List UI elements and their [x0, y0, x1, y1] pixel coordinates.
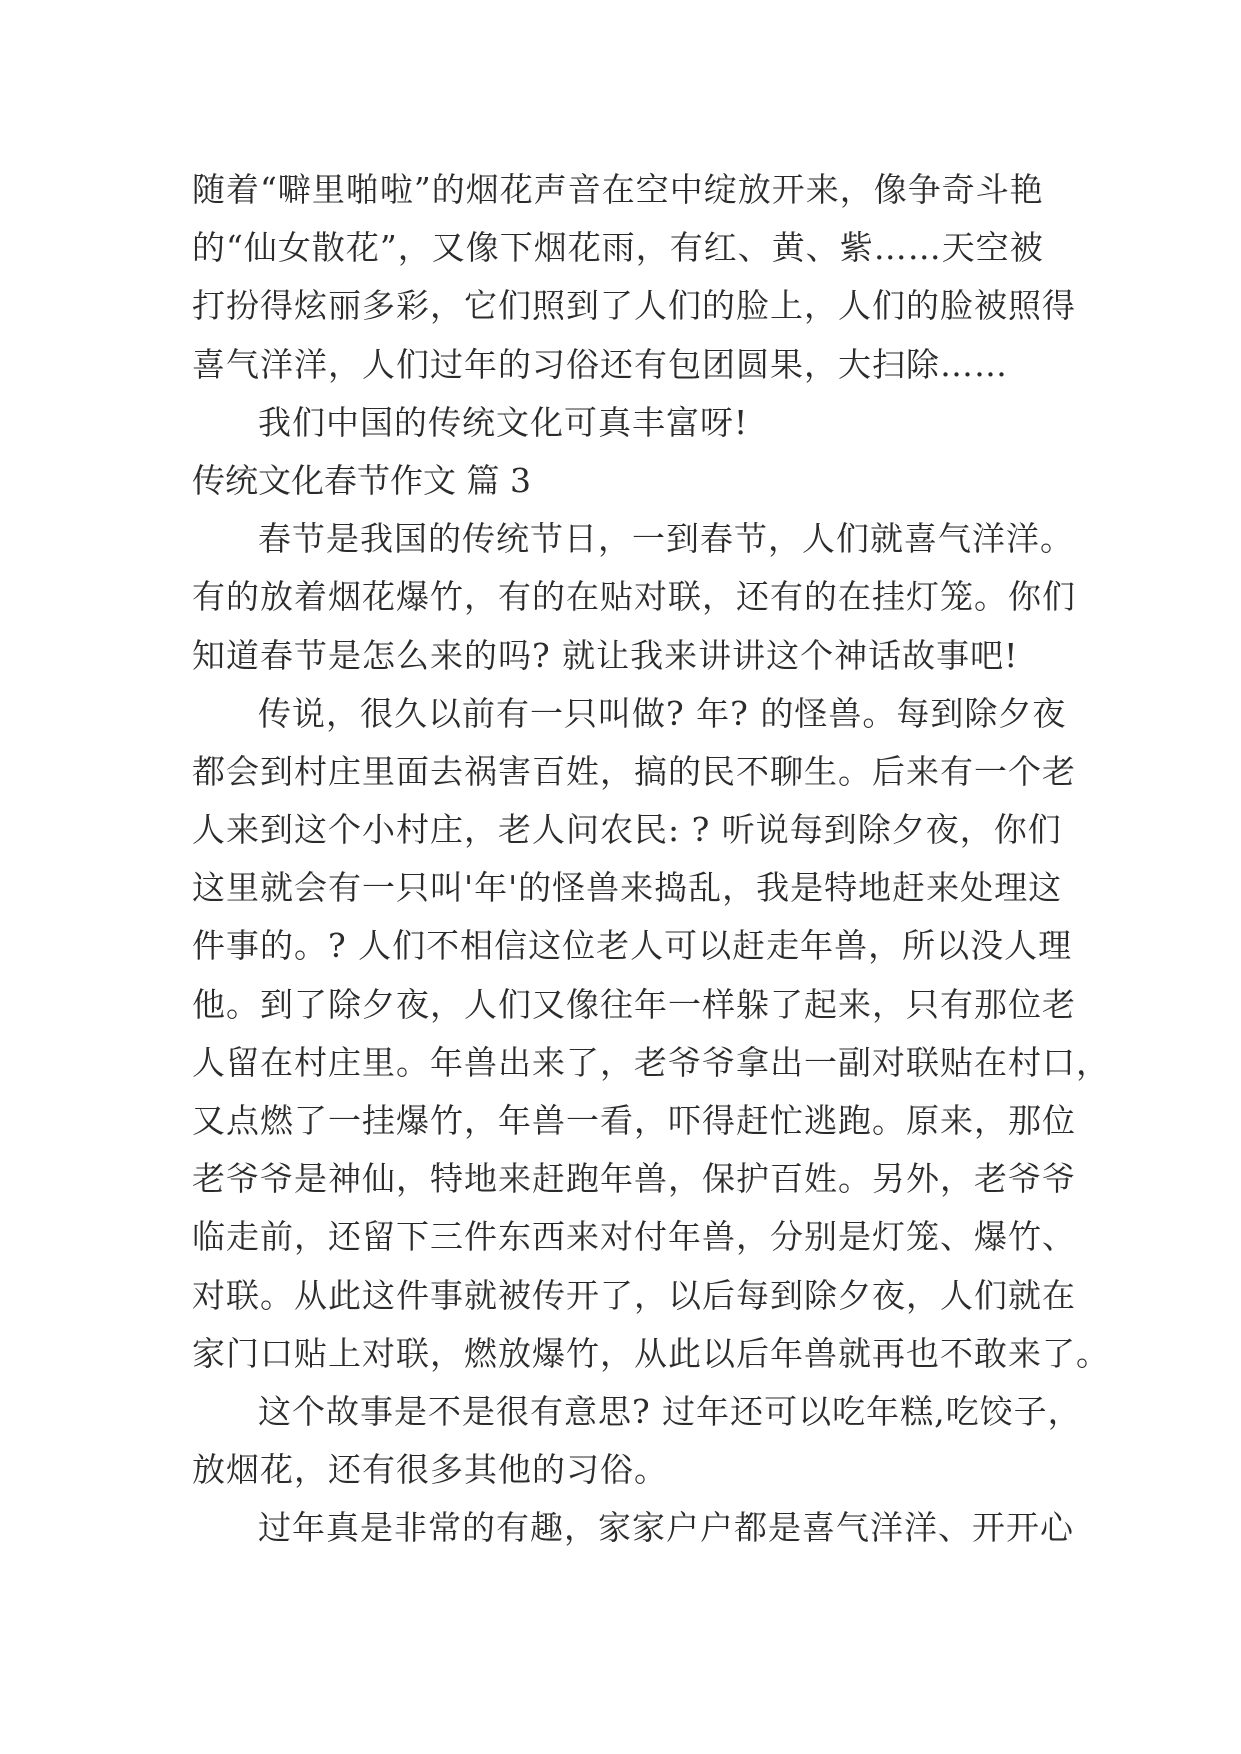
- text-line: 放烟花，还有很多其他的习俗。: [192, 1450, 668, 1490]
- text-line: 家门口贴上对联，燃放爆竹，从此以后年兽就再也不敢来了。: [192, 1333, 1110, 1373]
- text-line: 他。到了除夕夜，人们又像往年一样躲了起来，只有那位老: [192, 984, 1076, 1024]
- text-line: 这个故事是不是很有意思? 过年还可以吃年糕,吃饺子，: [258, 1391, 1082, 1431]
- text-line: 临走前，还留下三件东西来对付年兽，分别是灯笼、爆竹、: [192, 1217, 1076, 1257]
- text-line: 件事的。? 人们不相信这位老人可以赶走年兽，所以没人理: [192, 926, 1073, 966]
- text-line: 有的放着烟花爆竹，有的在贴对联，还有的在挂灯笼。你们: [192, 577, 1076, 617]
- text-line: 的“仙女散花”，又像下烟花雨，有红、黄、紫……天空被: [192, 228, 1044, 268]
- text-line: 人留在村庄里。年兽出来了，老爷爷拿出一副对联贴在村口，: [192, 1042, 1110, 1082]
- text-line: 这里就会有一只叫'年'的怪兽来捣乱，我是特地赶来处理这: [192, 868, 1063, 908]
- text-line: 春节是我国的传统节日，一到春节，人们就喜气洋洋。: [258, 519, 1074, 559]
- text-line: 又点燃了一挂爆竹，年兽一看，吓得赶忙逃跑。原来，那位: [192, 1101, 1076, 1140]
- text-line: 我们中国的传统文化可真丰富呀!: [258, 402, 749, 442]
- essay-text: [192, 161, 1110, 1558]
- text-line: 传说，很久以前有一只叫做? 年? 的怪兽。每到除夕夜: [258, 693, 1067, 733]
- text-line: 老爷爷是神仙，特地来赶跑年兽，保护百姓。另外，老爷爷: [192, 1159, 1076, 1199]
- text-line: 人来到这个小村庄，老人问农民: ? 听说每到除夕夜，你们: [192, 810, 1062, 850]
- text-line: 喜气洋洋，人们过年的习俗还有包团圆果，大扫除……: [192, 344, 1008, 384]
- text-line: 打扮得炫丽多彩，它们照到了人们的脸上，人们的脸被照得: [192, 286, 1076, 326]
- section-heading: 传统文化春节作文 篇 3: [192, 460, 531, 500]
- text-line: 对联。从此这件事就被传开了，以后每到除夕夜，人们就在: [192, 1275, 1076, 1315]
- text-line: 知道春节是怎么来的吗? 就让我来讲讲这个神话故事吧!: [192, 635, 1019, 675]
- text-line: 过年真是非常的有趣，家家户户都是喜气洋洋、开开心: [258, 1508, 1074, 1548]
- text-line: 都会到村庄里面去祸害百姓，搞的民不聊生。后来有一个老: [192, 751, 1076, 791]
- text-line: 随着“噼里啪啦”的烟花声音在空中绽放开来，像争奇斗艳: [192, 170, 1044, 209]
